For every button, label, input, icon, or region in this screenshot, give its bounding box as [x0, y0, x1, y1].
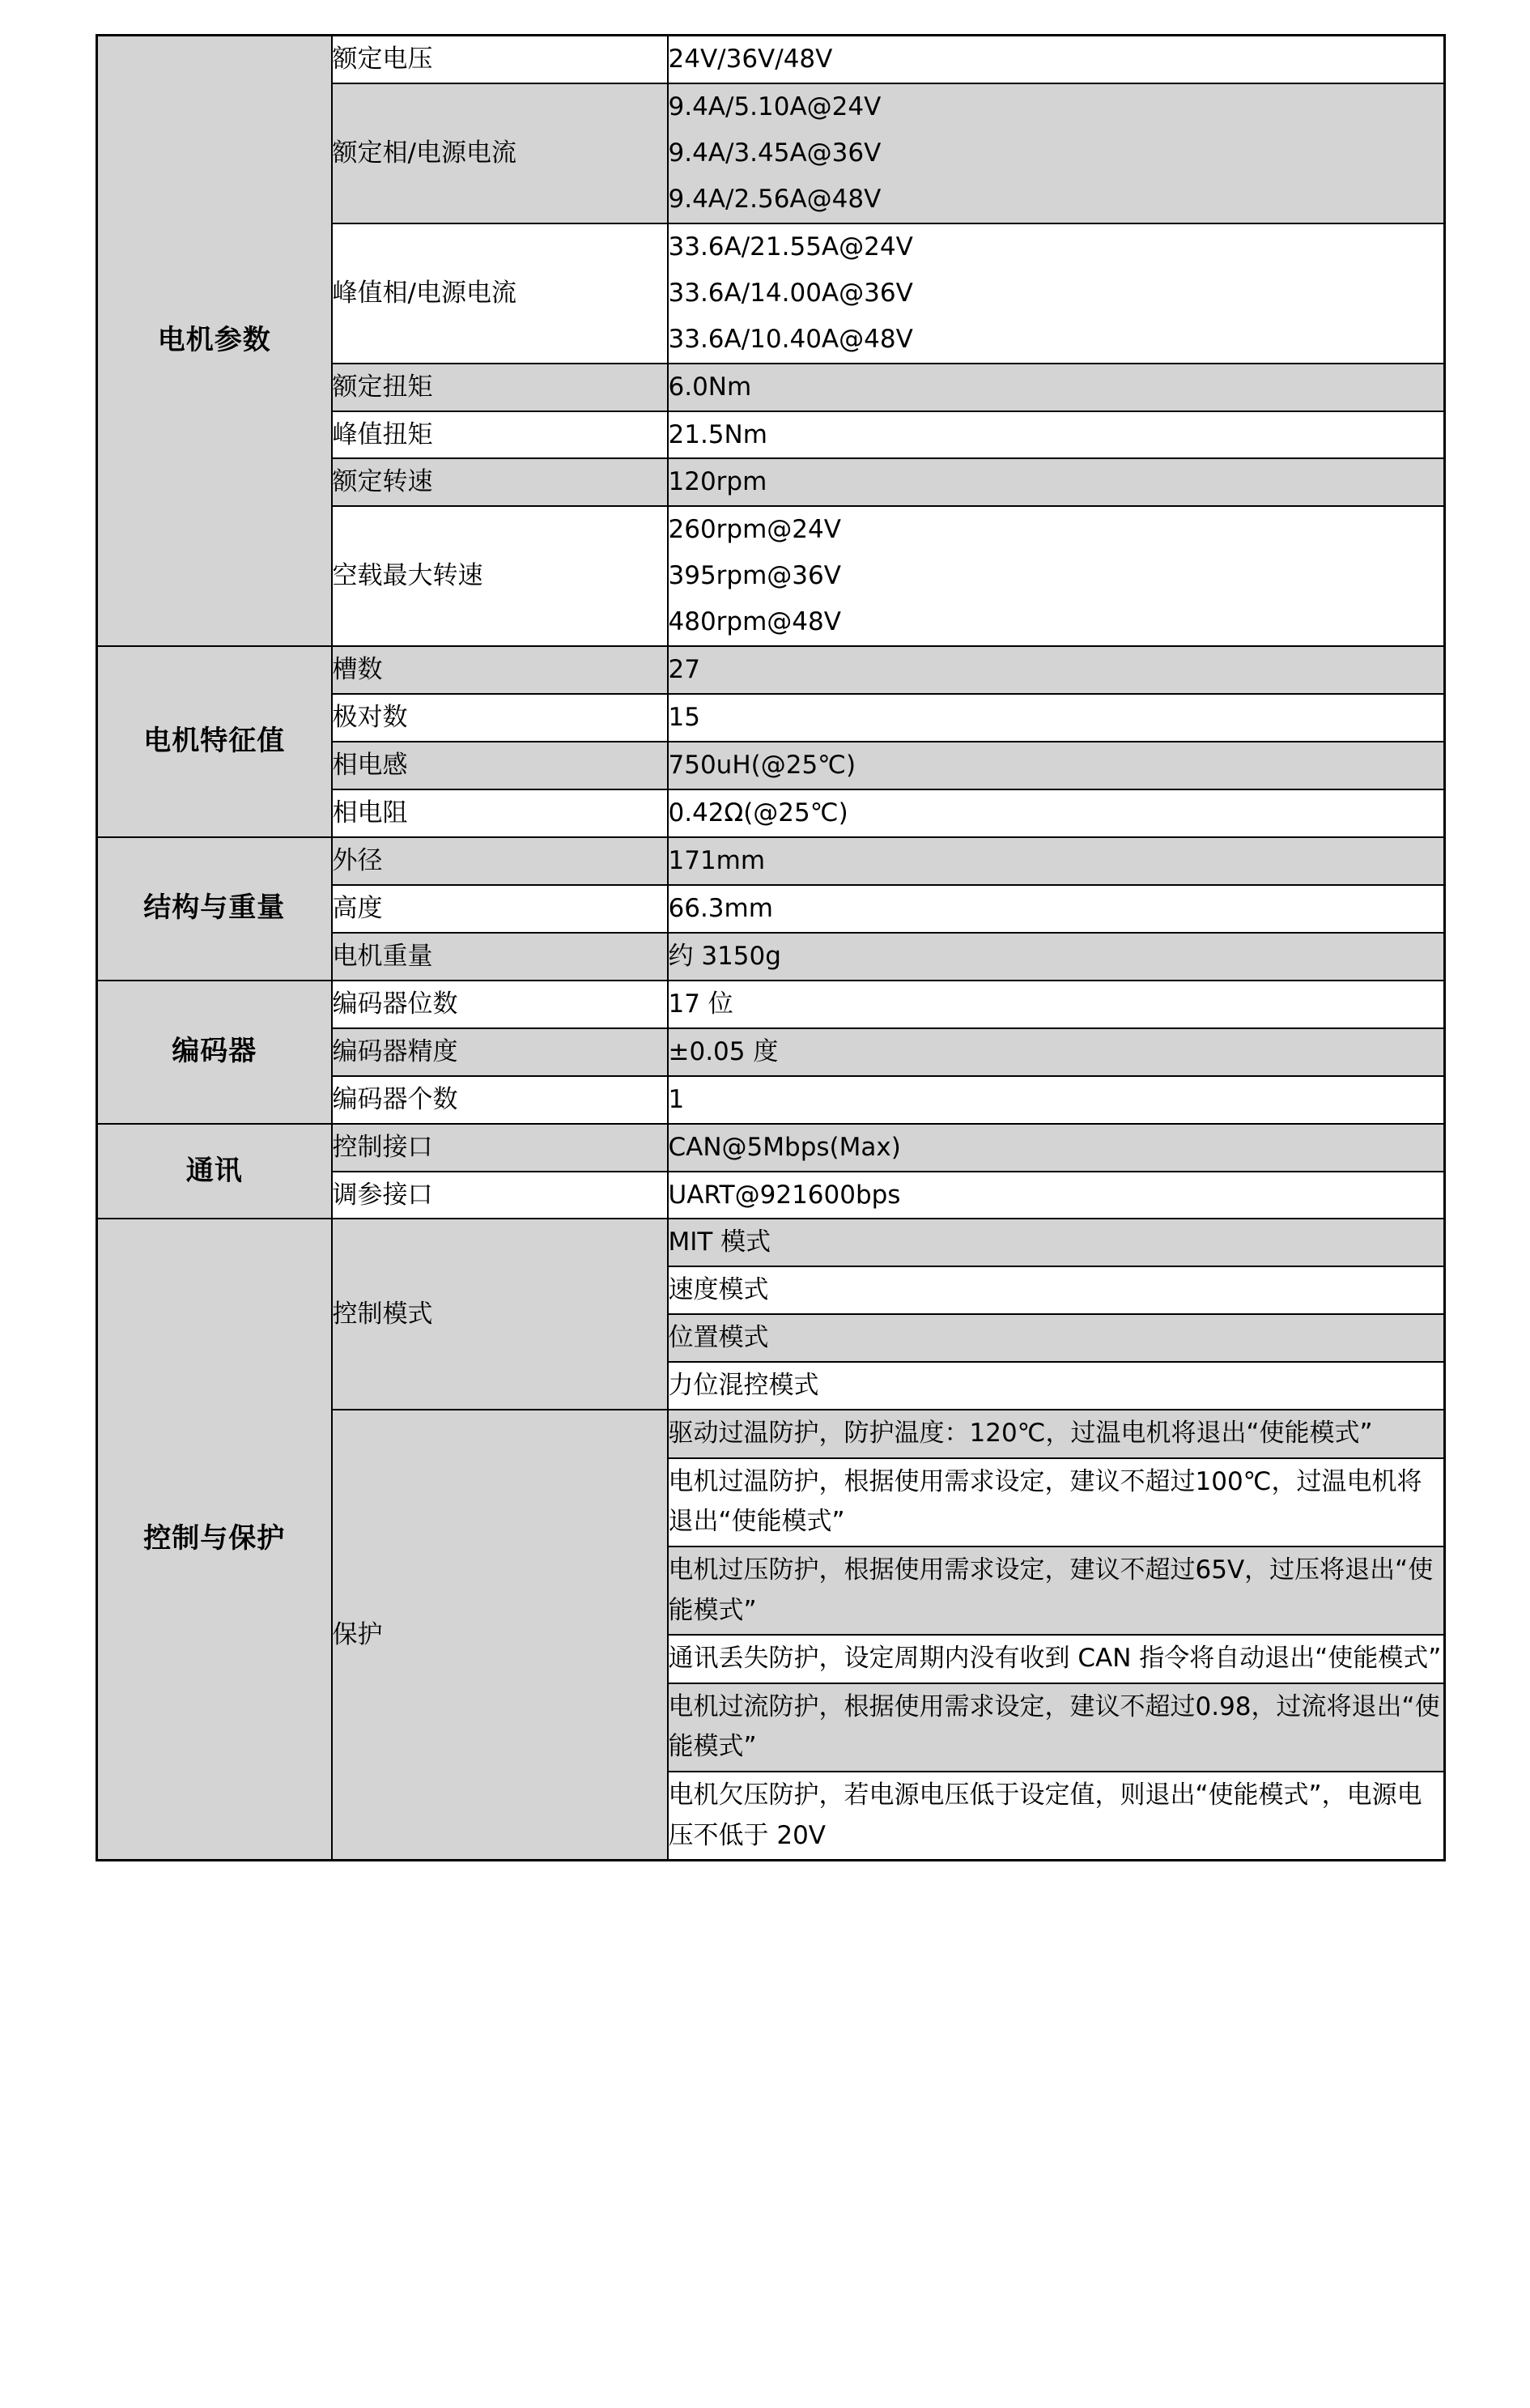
spec-value-line: 9.4A/3.45A@36V: [668, 138, 882, 168]
spec-category-cell: 电机特征值: [97, 646, 332, 837]
spec-parameter-name: 峰值扭矩: [332, 411, 668, 459]
spec-parameter-name: 相电感: [332, 742, 668, 789]
spec-value-line: UART@921600bps: [668, 1180, 901, 1210]
spec-value-line: 约 3150g: [668, 941, 781, 971]
spec-value-cell: [668, 981, 1445, 1028]
spec-value-line: 速度模式: [668, 1275, 769, 1305]
motor-specification-table: [96, 34, 1446, 1861]
spec-value-line: 电机过温防护，根据使用需求设定，建议不超过100℃，过温电机将退出“使能模式”: [668, 1466, 1422, 1537]
spec-value-cell: [668, 1124, 1445, 1172]
spec-parameter-name: 控制接口: [332, 1124, 668, 1172]
spec-value-line: 33.6A/14.00A@36V: [668, 278, 913, 308]
spec-value-line: 17 位: [668, 989, 733, 1019]
spec-value-line: MIT 模式: [668, 1227, 771, 1257]
spec-parameter-name: 峰值相/电源电流: [332, 223, 668, 364]
spec-parameter-name: 相电阻: [332, 789, 668, 837]
spec-parameter-name: 额定电压: [332, 36, 668, 83]
spec-parameter-name: 编码器位数: [332, 981, 668, 1028]
table-row: [97, 837, 1445, 885]
spec-value-line: 395rpm@36V: [668, 561, 841, 591]
spec-parameter-name: 额定相/电源电流: [332, 83, 668, 223]
spec-value-line: 力位混控模式: [668, 1371, 819, 1401]
spec-value-cell: [668, 1683, 1445, 1772]
spec-parameter-name: 高度: [332, 885, 668, 933]
spec-value-cell: [668, 1410, 1445, 1458]
spec-table-body: [97, 36, 1445, 1861]
spec-value-cell: [668, 885, 1445, 933]
spec-value-line: 通讯丢失防护，设定周期内没有收到 CAN 指令将自动退出“使能模式”: [668, 1644, 1442, 1674]
spec-value-line: 0.42Ω(@25℃): [668, 798, 848, 827]
spec-value-cell: [668, 506, 1445, 646]
spec-value-line: 位置模式: [668, 1323, 769, 1353]
spec-value-cell: [668, 694, 1445, 742]
spec-parameter-name: 槽数: [332, 646, 668, 694]
spec-parameter-name: 控制模式: [332, 1219, 668, 1410]
spec-value-cell: [668, 1076, 1445, 1124]
spec-value-line: CAN@5Mbps(Max): [668, 1132, 901, 1162]
spec-value-cell: [668, 789, 1445, 837]
spec-value-cell: [668, 1266, 1445, 1314]
spec-value-cell: [668, 837, 1445, 885]
spec-value-cell: [668, 411, 1445, 459]
table-row: [97, 646, 1445, 694]
spec-value-line: 171mm: [668, 845, 766, 875]
spec-value-cell: [668, 364, 1445, 411]
spec-parameter-name: 额定扭矩: [332, 364, 668, 411]
spec-value-line: 电机过流防护，根据使用需求设定，建议不超过0.98，过流将退出“使能模式”: [668, 1691, 1440, 1762]
spec-value-line: 21.5Nm: [668, 419, 767, 449]
spec-value-line: 33.6A/21.55A@24V: [668, 232, 913, 262]
spec-value-line: 15: [668, 703, 700, 733]
spec-value-cell: [668, 36, 1445, 83]
spec-value-line: 电机欠压防护，若电源电压低于设定值，则退出“使能模式”，电源电压不低于 20V: [668, 1780, 1422, 1850]
spec-value-cell: [668, 1635, 1445, 1683]
spec-value-cell: [668, 1172, 1445, 1219]
spec-value-line: 6.0Nm: [668, 372, 752, 402]
spec-value-cell: [668, 223, 1445, 364]
table-row: [97, 1219, 1445, 1266]
spec-value-line: 260rpm@24V: [668, 515, 841, 545]
spec-value-line: 1: [668, 1084, 685, 1114]
spec-category-cell: 结构与重量: [97, 837, 332, 981]
spec-value-cell: [668, 933, 1445, 981]
spec-value-line: 驱动过温防护，防护温度：120℃，过温电机将退出“使能模式”: [668, 1419, 1373, 1449]
spec-value-cell: [668, 646, 1445, 694]
spec-parameter-name: 编码器精度: [332, 1028, 668, 1076]
spec-parameter-name: 编码器个数: [332, 1076, 668, 1124]
table-row: [97, 1124, 1445, 1172]
spec-parameter-name: 电机重量: [332, 933, 668, 981]
spec-value-line: 66.3mm: [668, 893, 773, 923]
spec-parameter-name: 空载最大转速: [332, 506, 668, 646]
spec-value-line: 9.4A/2.56A@48V: [668, 184, 882, 214]
spec-value-line: 9.4A/5.10A@24V: [668, 91, 882, 121]
spec-value-line: ±0.05 度: [668, 1036, 779, 1066]
spec-category-cell: 电机参数: [97, 36, 332, 647]
spec-category-cell: 编码器: [97, 981, 332, 1124]
spec-value-line: 24V/36V/48V: [668, 45, 833, 74]
spec-value-cell: [668, 1458, 1445, 1546]
spec-value-line: 27: [668, 655, 700, 685]
spec-value-line: 750uH(@25℃): [668, 751, 856, 781]
spec-value-line: 33.6A/10.40A@48V: [668, 324, 913, 354]
spec-value-cell: [668, 1219, 1445, 1266]
spec-value-line: 480rpm@48V: [668, 607, 841, 637]
spec-value-cell: [668, 1028, 1445, 1076]
spec-parameter-name: 调参接口: [332, 1172, 668, 1219]
spec-category-cell: 控制与保护: [97, 1219, 332, 1860]
table-row: [97, 36, 1445, 83]
spec-value-cell: [668, 458, 1445, 506]
spec-value-cell: [668, 1314, 1445, 1362]
spec-parameter-name: 极对数: [332, 694, 668, 742]
spec-parameter-name: 额定转速: [332, 458, 668, 506]
spec-value-cell: [668, 1546, 1445, 1635]
spec-value-line: 120rpm: [668, 467, 767, 497]
spec-value-line: 电机过压防护，根据使用需求设定，建议不超过65V，过压将退出“使能模式”: [668, 1555, 1434, 1625]
spec-parameter-name: 保护: [332, 1410, 668, 1860]
spec-category-cell: 通讯: [97, 1124, 332, 1219]
spec-value-cell: [668, 83, 1445, 223]
spec-value-cell: [668, 1772, 1445, 1861]
spec-value-cell: [668, 1362, 1445, 1410]
spec-value-cell: [668, 742, 1445, 789]
spec-parameter-name: 外径: [332, 837, 668, 885]
table-row: [97, 981, 1445, 1028]
